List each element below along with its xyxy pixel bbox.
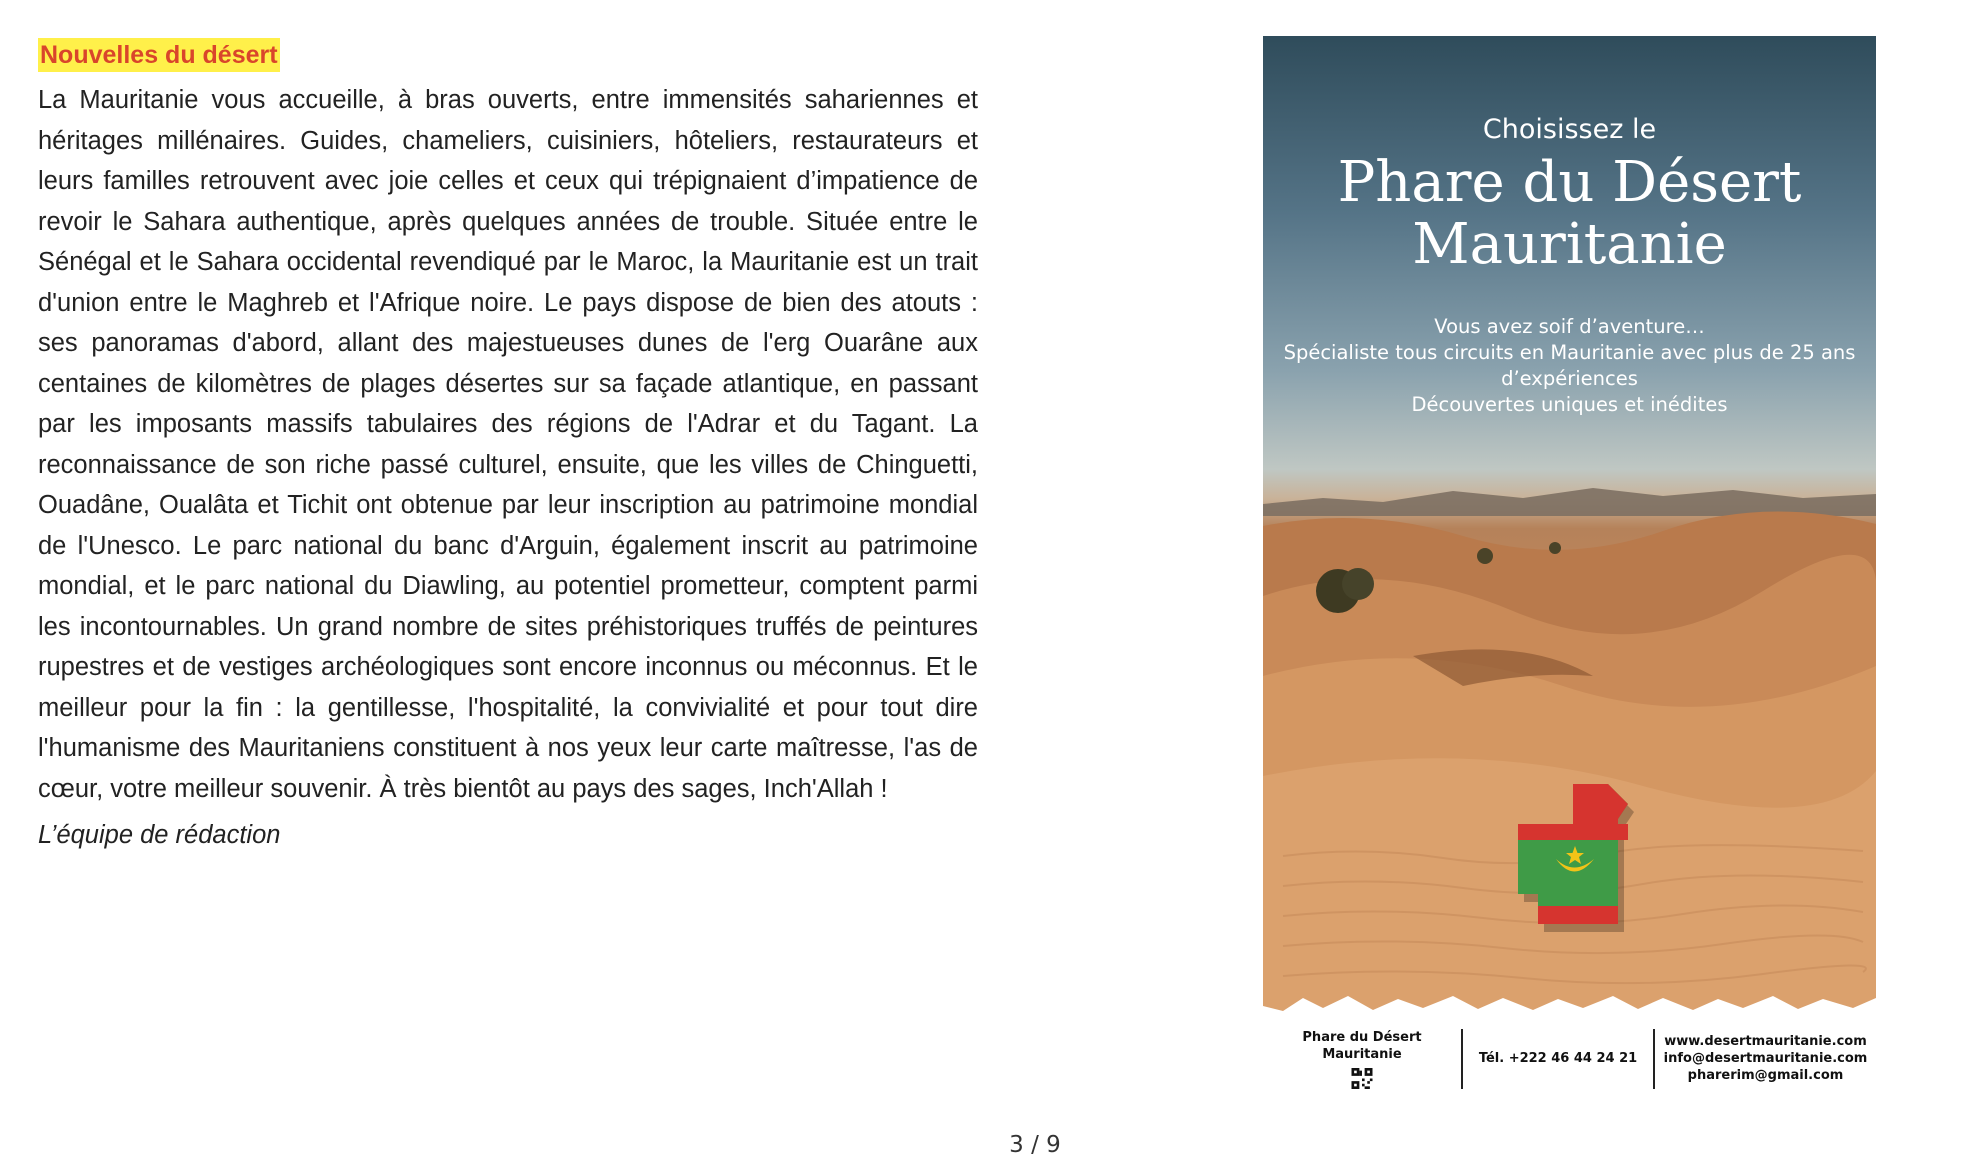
ad-footer: [1263, 1021, 1876, 1096]
article: [38, 38, 978, 855]
ad-kicker: Choisissez le: [1482, 114, 1657, 145]
email-link[interactable]: info@desertmauritanie.com: [1663, 1051, 1868, 1066]
ad-title-line2: Mauritanie: [1412, 212, 1727, 277]
ad-tagline-line: Vous avez soif d’aventure…: [1434, 315, 1705, 338]
ad-tagline-line: Découvertes uniques et inédites: [1411, 393, 1728, 416]
phone-number: Tél. +222 46 44 24 21: [1478, 1051, 1638, 1066]
ad-tagline-line: Spécialiste tous circuits en Mauritanie avec plus de 25 ans d’expériences: [1283, 341, 1856, 390]
article-title: Nouvelles du désert: [38, 38, 280, 72]
article-signature: L’équipe de rédaction: [38, 821, 281, 849]
ad-footer-company: [1263, 1029, 1461, 1089]
advertisement: [1263, 36, 1876, 1096]
email-link[interactable]: pharerim@gmail.com: [1687, 1068, 1844, 1083]
ad-footer-phone: [1461, 1029, 1655, 1089]
ad-tagline: [1283, 314, 1856, 418]
website-link[interactable]: www.desertmauritanie.com: [1664, 1034, 1867, 1049]
company-name: Phare du Désert Mauritanie: [1302, 1029, 1422, 1062]
ad-visual: [1263, 36, 1876, 1021]
page-indicator: 3 / 9: [1009, 1132, 1061, 1158]
ad-title-line1: Phare du Désert: [1337, 150, 1802, 215]
ad-title: [1263, 152, 1876, 276]
article-body: La Mauritanie vous accueille, à bras ouverts, entre immensités sahariennes et héritages millénaires. Guides, chameliers, cuisiniers, hôteliers, restaurateurs et leurs familles retrouvent avec joie celles et ceux qui trépignaient d’impatience de revoir le Sahara authentique, après quelques années de trouble. Située entre le Sénégal et le Sahara occidental revendiqué par le Maroc, la Mauritanie est un trait d'union entre le Maghreb et l'Afrique noire. Le pays dispose de bien des atouts : ses panoramas d'abord, allant des majestueuses dunes de l'erg Ouarâne aux centaines de kilomètres de plages désertes sur sa façade atlantique, en passant par les imposants massifs tabulaires des régions de l'Adrar et du Tagant. La reconnaissance de son riche passé culturel, ensuite, que les villes de Chinguetti, Ouadâne, Oualâta et Tichit ont obtenue par leur inscription au patrimoine mondial de l'Unesco. Le parc national du banc d'Arguin, également inscrit au patrimoine mondial, et le parc national du Diawling, au potentiel prometteur, comptent parmi les incontournables. Un grand nombre de sites préhistoriques truffés de peintures rupestres et de vestiges archéologiques sont encore inconnus ou méconnus. Et le meilleur pour la fin : la gentillesse, l'hospitalité, la convivialité et pour tout dire l'humanisme des Mauritaniens constituent à nos yeux leur carte maîtresse, l'as de cœur, votre meilleur souvenir. À très bientôt au pays des sages, Inch'Allah !: [38, 86, 978, 803]
ad-footer-contacts: [1655, 1029, 1876, 1089]
qr-code-icon: [1346, 1068, 1378, 1089]
